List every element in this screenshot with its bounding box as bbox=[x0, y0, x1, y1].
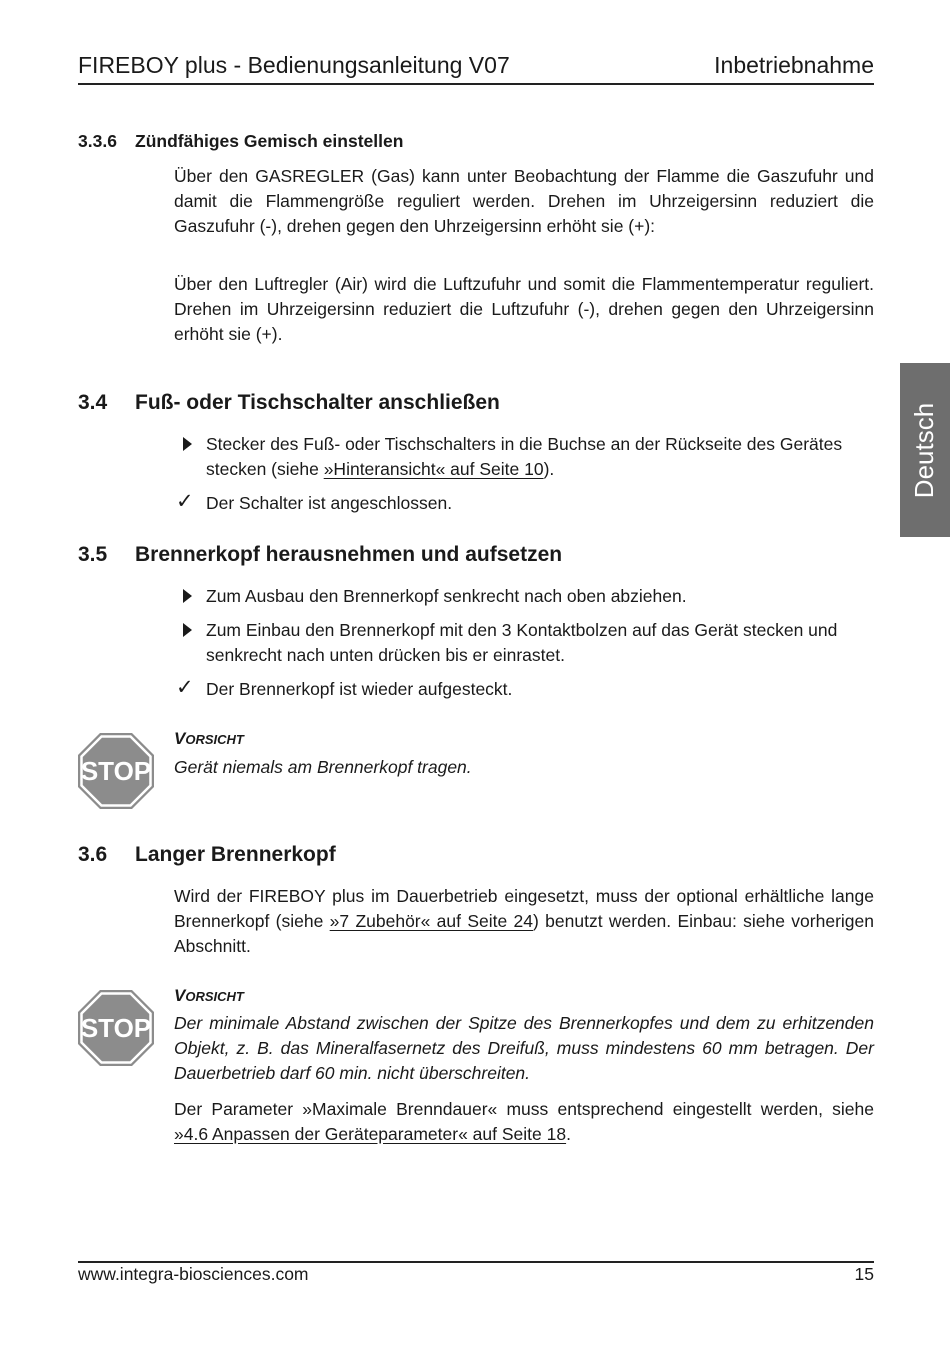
svg-text:STOP: STOP bbox=[80, 1013, 152, 1043]
chapter-title: Inbetriebnahme bbox=[714, 52, 874, 78]
step-install-burner: Zum Einbau den Brennerkopf mit den 3 Kontaktbolzen auf das Gerät stecken und senkrecht nach unten drücken bis er einrastet. bbox=[174, 618, 874, 668]
step-connect-switch: Stecker des Fuß- oder Tischschalters in die Buchse an der Rückseite des Gerätes stecken (siehe »Hinteransicht« auf Seite 10). bbox=[174, 432, 874, 482]
paragraph-gas-regulator: Über den GASREGLER (Gas) kann unter Beobachtung der Flamme die Gaszufuhr und damit die Flammengröße reguliert werden. Drehen im Uhrzeigersinn reduziert die Gaszufuhr (-), drehen gegen den Uhrzeigersinn erhöht sie (+): bbox=[174, 166, 874, 236]
paragraph-air-regulator: Über den Luftregler (Air) wird die Luftzufuhr und somit die Flammentemperatur reguliert. Drehen im Uhrzeigersinn reduziert die Luftzufuhr (-), drehen gegen den Uhrzeigersinn erhöht sie (+). bbox=[174, 274, 874, 344]
heading-number: 3.4 bbox=[78, 391, 108, 414]
link-accessories[interactable]: »7 Zubehör« auf Seite 24 bbox=[329, 911, 534, 931]
triangle-bullet-icon bbox=[174, 584, 204, 610]
heading-text: Langer Brennerkopf bbox=[135, 843, 336, 866]
triangle-bullet-icon bbox=[174, 618, 204, 644]
result-burner-attached: ✓ Der Brennerkopf ist wieder aufgesteckt. bbox=[176, 676, 513, 699]
heading-3-3-6 bbox=[78, 131, 403, 152]
caution-heading: VORSICHT bbox=[174, 729, 244, 748]
caution-text-carry: Gerät niemals am Brennerkopf tragen. bbox=[174, 757, 472, 777]
stop-sign-icon bbox=[77, 732, 155, 810]
caution-heading: VORSICHT bbox=[174, 986, 244, 1005]
checkmark-icon: ✓ bbox=[176, 676, 194, 699]
footer-url: www.integra-biosciences.com bbox=[78, 1264, 309, 1284]
paragraph-max-burn-time: Der Parameter »Maximale Brenndauer« muss entsprechend eingestellt werden, siehe »4.6 Anpassen der Geräteparameter« auf Seite 18. bbox=[174, 1099, 874, 1144]
checkmark-icon: ✓ bbox=[176, 490, 194, 513]
heading-3-6 bbox=[78, 843, 336, 867]
paragraph-long-burner: Wird der FIREBOY plus im Dauerbetrieb eingesetzt, muss der optional erhältliche lange Brennerkopf (siehe »7 Zubehör« auf Seite 24) benutzt werden. Einbau: siehe vorherigen Abschnitt. bbox=[174, 886, 874, 956]
heading-3-5 bbox=[78, 543, 562, 567]
heading-text: Zündfähiges Gemisch einstellen bbox=[135, 131, 404, 151]
page-number: 15 bbox=[854, 1264, 874, 1284]
language-tab bbox=[900, 363, 950, 537]
link-rear-view[interactable]: »Hinteransicht« auf Seite 10 bbox=[323, 459, 544, 479]
link-device-parameters[interactable]: »4.6 Anpassen der Geräteparameter« auf Seite 18 bbox=[174, 1124, 567, 1144]
caution-text-distance: Der minimale Abstand zwischen der Spitze des Brennerkopfes und dem zu erhitzenden Objekt, z. B. das Mineralfasernetz des Dreifuß, muss mindestens 60 mm betragen. Der Dauerbetrieb darf 60 min. nicht überschreiten. bbox=[174, 1013, 874, 1083]
header-divider bbox=[78, 83, 874, 85]
triangle-bullet-icon bbox=[174, 432, 204, 458]
step-remove-burner: Zum Ausbau den Brennerkopf senkrecht nach oben abziehen. bbox=[174, 584, 874, 609]
document-title: FIREBOY plus - Bedienungsanleitung V07 bbox=[78, 52, 510, 78]
result-switch-connected: ✓ Der Schalter ist angeschlossen. bbox=[176, 490, 453, 513]
footer-divider bbox=[78, 1261, 874, 1263]
svg-text:STOP: STOP bbox=[80, 756, 152, 786]
stop-sign-icon bbox=[77, 989, 155, 1067]
heading-number: 3.3.6 bbox=[78, 131, 117, 151]
language-tab-label: Deutsch bbox=[909, 402, 940, 498]
heading-number: 3.5 bbox=[78, 543, 108, 566]
heading-text: Brennerkopf herausnehmen und aufsetzen bbox=[135, 543, 563, 566]
heading-3-4 bbox=[78, 391, 500, 415]
heading-number: 3.6 bbox=[78, 843, 108, 866]
heading-text: Fuß- oder Tischschalter anschließen bbox=[135, 391, 500, 414]
